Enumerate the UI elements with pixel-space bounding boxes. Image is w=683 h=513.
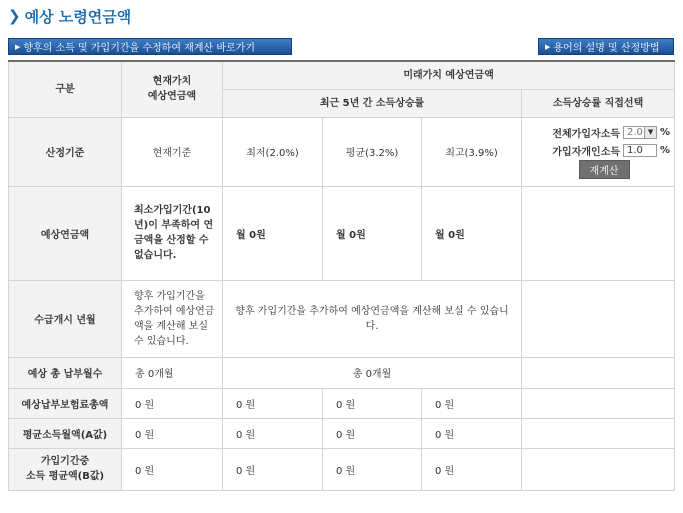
page-title-text: 예상 노령연금액 xyxy=(24,7,132,26)
expected-avg: 월 0원 xyxy=(323,186,422,280)
present-basis: 현재기준 xyxy=(122,117,223,186)
row-label-avg-income: 평균소득월액(A값) xyxy=(9,418,122,448)
recalculate-shortcut-button[interactable] xyxy=(8,38,292,55)
row-label-start-year: 수급개시 년월 xyxy=(9,280,122,357)
start-year-future: 향후 가입기간을 추가하여 예상연금액을 계산해 보실 수 있습니다. xyxy=(223,280,522,357)
low-rate: 최저(2.0%) xyxy=(223,117,323,186)
triangle-right-icon: ▶ xyxy=(545,42,551,51)
page-title xyxy=(8,5,131,27)
recalculate-button[interactable]: 재계산 xyxy=(579,160,630,179)
premium-low: 0 원 xyxy=(223,388,323,418)
personal-income-label: 가입자개인소득 xyxy=(552,146,621,158)
recalc-wrap xyxy=(526,158,670,179)
avg-income-high: 0 원 xyxy=(422,418,522,448)
expected-low: 월 0원 xyxy=(223,186,323,280)
pension-table xyxy=(8,60,675,491)
period-income-present: 0 원 xyxy=(122,448,223,490)
all-income-row xyxy=(526,125,670,140)
recalculate-shortcut-label: 향후의 소득 및 가입기간을 수정하여 재계산 바로가기 xyxy=(23,43,255,54)
avg-income-present: 0 원 xyxy=(122,418,223,448)
all-income-select[interactable] xyxy=(623,126,657,139)
avg-income-avg: 0 원 xyxy=(323,418,422,448)
header-recent-5yr-rate: 최근 5년 간 소득상승률 xyxy=(223,89,522,117)
header-future-value: 미래가치 예상연금액 xyxy=(223,61,675,89)
personal-income-input[interactable]: 1.0 xyxy=(623,144,657,157)
row-label-period-income: 가입기간중 소득 평균액(B값) xyxy=(9,448,122,490)
header-direct-select: 소득상승률 직접선택 xyxy=(522,89,675,117)
header-present-value: 현재가치 예상연금액 xyxy=(122,61,223,117)
avg-rate: 평균(3.2%) xyxy=(323,117,422,186)
all-income-value: 2.0 xyxy=(627,126,643,138)
row-label-basis: 산정기준 xyxy=(9,117,122,186)
premium-avg: 0 원 xyxy=(323,388,422,418)
period-income-low: 0 원 xyxy=(223,448,323,490)
high-rate: 최고(3.9%) xyxy=(422,117,522,186)
triangle-right-icon: ▶ xyxy=(15,42,21,51)
start-year-present: 향후 가입기간을 추가하여 예상연금액을 계산해 보실 수 있습니다. xyxy=(122,280,223,357)
terms-explanation-label: 용어의 설명 및 산정방법 xyxy=(553,43,660,54)
row-label-expected: 예상연금액 xyxy=(9,186,122,280)
terms-explanation-button[interactable] xyxy=(538,38,674,55)
avg-income-direct-empty xyxy=(522,418,675,448)
chevron-down-icon[interactable]: ▼ xyxy=(644,127,656,138)
total-months-present: 총 0개월 xyxy=(122,357,223,388)
all-income-label: 전체가입자소득 xyxy=(552,128,621,140)
chevron-right-icon: ❯ xyxy=(8,7,21,25)
personal-income-row xyxy=(526,143,670,158)
direct-select-cell xyxy=(522,117,675,186)
avg-income-low: 0 원 xyxy=(223,418,323,448)
row-label-total-months: 예상 총 납부월수 xyxy=(9,357,122,388)
period-income-avg: 0 원 xyxy=(323,448,422,490)
start-year-direct-empty xyxy=(522,280,675,357)
total-months-future: 총 0개월 xyxy=(223,357,522,388)
premium-direct-empty xyxy=(522,388,675,418)
row-label-premium: 예상납부보험료총액 xyxy=(9,388,122,418)
percent-sign: % xyxy=(660,144,671,156)
expected-direct-empty xyxy=(522,186,675,280)
header-category: 구분 xyxy=(9,61,122,117)
period-income-direct-empty xyxy=(522,448,675,490)
period-income-high: 0 원 xyxy=(422,448,522,490)
percent-sign: % xyxy=(660,126,671,138)
total-months-direct-empty xyxy=(522,357,675,388)
expected-high: 월 0원 xyxy=(422,186,522,280)
premium-high: 0 원 xyxy=(422,388,522,418)
expected-present-notice: 최소가입기간(10년)이 부족하여 연금액을 산정할 수 없습니다. xyxy=(122,186,223,280)
premium-present: 0 원 xyxy=(122,388,223,418)
